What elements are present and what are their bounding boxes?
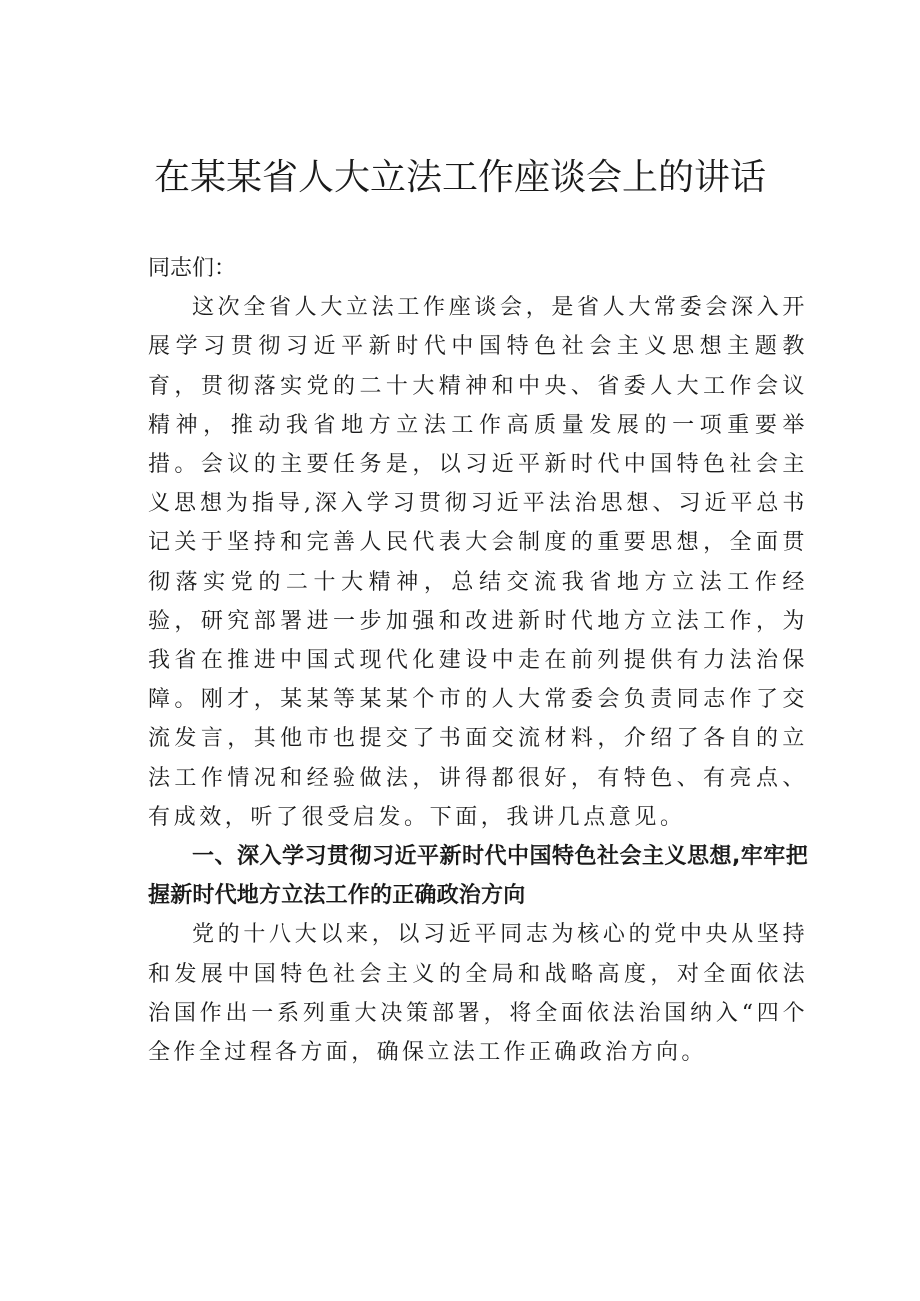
document-body <box>148 249 808 1072</box>
section-paragraph: 党的十八大以来，以习近平同志为核心的党中央从坚持和发展中国特色社会主义的全局和战略高度，对全面依法治国作出一系列重大决策部署，将全面依法治国纳入“四个全作全过程各方面，确保立法工作正确政治方向。 <box>148 922 808 1066</box>
document-title: 在某某省人大立法工作座谈会上的讲话 <box>153 157 766 198</box>
opening-paragraph: 这次全省人大立法工作座谈会，是省人大常委会深入开展学习贯彻习近平新时代中国特色社会主义思想主题教育，贯彻落实党的二十大精神和中央、省委人大工作会议精神，推动我省地方立法工作高质量发展的一项重要举措。会议的主要任务是，以习近平新时代中国特色社会主义思想为指导,深入学习贯彻习近平法治思想、习近平总书记关于坚持和完善人民代表大会制度的重要思想，全面贯彻落实党的二十大精神，总结交流我省地方立法工作经验，研究部署进一步加强和改进新时代地方立法工作，为我省在推进中国式现代化建设中走在前列提供有力法治保障。刚才，某某等某某个市的人大常委会负责同志作了交流发言，其他市也提交了书面交流材料，介绍了各自的立法工作情况和经验做法，讲得都很好，有特色、有亮点、有成效，听了很受启发。下面，我讲几点意见。 <box>148 295 808 830</box>
greeting: 同志们： <box>148 256 237 281</box>
section-heading: 一、深入学习贯彻习近平新时代中国特色社会主义思想,牢牢把握新时代地方立法工作的正确政治方向 <box>148 844 808 909</box>
